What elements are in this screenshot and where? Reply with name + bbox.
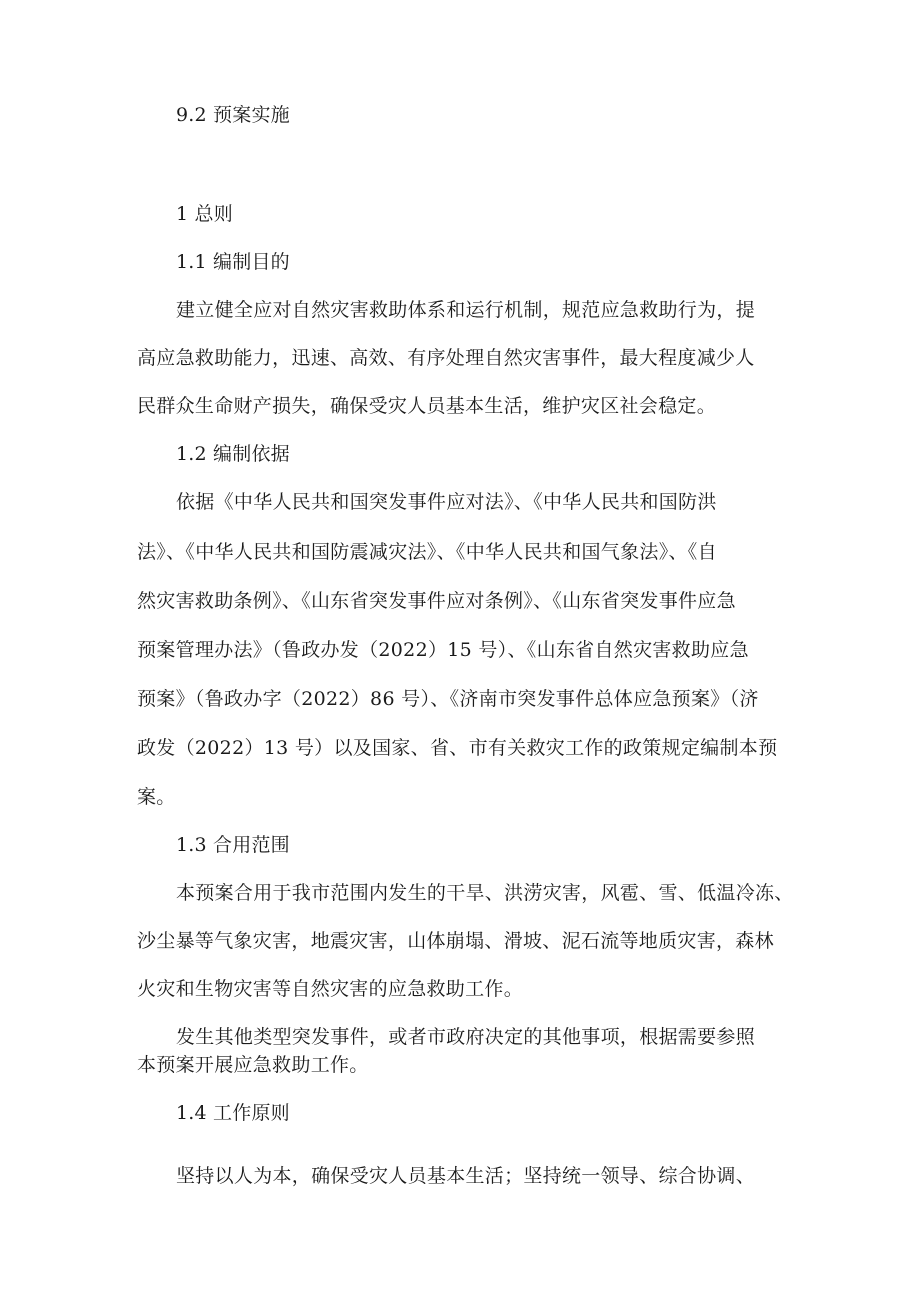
section-heading-1-2: 1.2 编制依据 <box>176 443 290 465</box>
paragraph-line: 然灾害救助条例》、《山东省突发事件应对条例》、《山东省突发事件应急 <box>137 590 736 612</box>
paragraph-line: 依据《中华人民共和国突发事件应对法》、《中华人民共和国防洪 <box>176 491 717 513</box>
paragraph-line: 法》、《中华人民共和国防震减灾法》、《中华人民共和国气象法》、《自 <box>137 541 717 563</box>
section-heading-1-3: 1.3 合用范围 <box>176 834 290 856</box>
paragraph-line: 本预案开展应急救助工作。 <box>137 1054 369 1076</box>
paragraph-line: 本预案合用于我市范围内发生的干旱、洪涝灾害，风雹、雪、低温冷冻、 <box>176 882 794 904</box>
paragraph-line: 民群众生命财产损失，确保受灾人员基本生活，维护灾区社会稳定。 <box>137 395 717 417</box>
paragraph-line: 沙尘暴等气象灾害，地震灾害，山体崩塌、滑坡、泥石流等地质灾害，森林 <box>137 930 774 952</box>
paragraph-line: 案。 <box>137 786 176 808</box>
section-heading-1-1: 1.1 编制目的 <box>176 251 290 273</box>
section-heading-9-2: 9.2 预案实施 <box>176 104 290 126</box>
paragraph-line: 坚持以人为本，确保受灾人员基本生活；坚持统一领导、综合协调、 <box>176 1165 756 1187</box>
paragraph-line: 发生其他类型突发事件，或者市政府决定的其他事项，根据需要参照 <box>176 1026 756 1048</box>
section-heading-1-4: 1.4 工作原则 <box>176 1102 290 1124</box>
paragraph-line: 预案管理办法》（鲁政办发（2022）15 号）、《山东省自然灾害救助应急 <box>137 639 749 661</box>
paragraph-line: 预案》（鲁政办字（2022）86 号）、《济南市突发事件总体应急预案》（济 <box>137 688 759 710</box>
paragraph-line: 火灾和生物灾害等自然灾害的应急救助工作。 <box>137 978 524 1000</box>
paragraph-line: 政发（2022）13 号）以及国家、省、市有关救灾工作的政策规定编制本预 <box>137 737 778 759</box>
paragraph-line: 高应急救助能力，迅速、高效、有序处理自然灾害事件，最大程度减少人 <box>137 347 755 369</box>
paragraph-line: 建立健全应对自然灾害救助体系和运行机制，规范应急救助行为，提 <box>176 299 756 321</box>
section-heading-1: 1 总则 <box>176 203 233 225</box>
